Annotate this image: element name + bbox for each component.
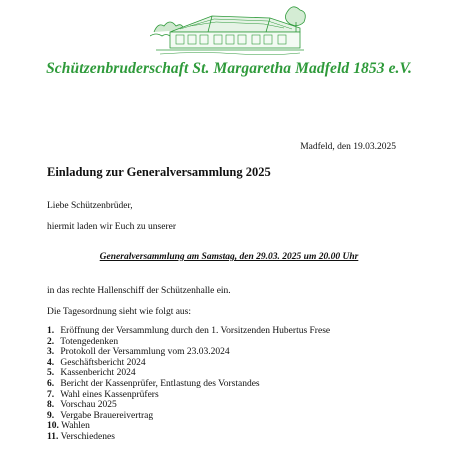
agenda-intro: Die Tagesordnung sieht wie folgt aus: [47,307,192,317]
hall-building-logo [150,2,308,58]
agenda-item-text: Bericht der Kassenprüfer, Entlastung des Vorstandes [60,378,260,389]
agenda-item [47,347,330,358]
agenda-item [47,379,330,390]
date-line: Madfeld, den 19.03.2025 [300,142,396,152]
agenda-item [47,368,330,379]
location-line: in das rechte Hallenschiff der Schützenhalle ein. [47,286,231,296]
agenda-item-text: Wahlen [61,421,90,432]
agenda-list [47,326,330,443]
agenda-item-number: 4. [47,357,55,368]
event-line: Generalversammlung am Samstag, den 29.03. 2025 um 20.00 Uhr [99,252,359,262]
agenda-item-number: 6. [47,378,55,389]
agenda-item-number: 5. [47,368,55,379]
letter-heading: Einladung zur Generalversammlung 2025 [47,165,271,179]
agenda-item-number: 7. [47,389,55,400]
agenda-item-text: Verschiedenes [60,431,115,442]
agenda-item-text: Geschäftsbericht 2024 [60,357,146,368]
intro-line: hiermit laden wir Euch zu unserer [47,222,176,232]
agenda-item [47,337,330,348]
agenda-item [47,432,330,443]
agenda-item-number: 11. [47,431,59,442]
agenda-item [47,358,330,369]
agenda-item-text: Vergabe Brauereivertrag [60,410,154,421]
agenda-item-text: Totengedenken [60,336,119,347]
agenda-item-number: 1. [47,326,55,336]
agenda-item [47,421,330,432]
agenda-item-number: 8. [47,400,55,411]
agenda-item-text: Eröffnung der Versammlung durch den 1. Vorsitzenden Hubertus Frese [60,326,331,336]
agenda-item-text: Wahl eines Kassenprüfers [60,389,159,400]
agenda-item [47,400,330,411]
agenda-item-number: 10. [47,421,59,432]
agenda-item-number: 2. [47,336,55,347]
organization-name: Schützenbruderschaft St. Margaretha Madfeld 1853 e.V. [46,60,412,77]
agenda-item-text: Vorschau 2025 [60,400,117,411]
agenda-item-text: Kassenbericht 2024 [60,368,136,379]
salutation: Liebe Schützenbrüder, [47,201,133,211]
agenda-item-number: 3. [47,347,55,358]
agenda-item [47,326,330,337]
agenda-item [47,411,330,422]
agenda-item [47,390,330,401]
agenda-item-text: Protokoll der Versammlung vom 23.03.2024 [60,347,230,358]
agenda-item-number: 9. [47,410,55,421]
